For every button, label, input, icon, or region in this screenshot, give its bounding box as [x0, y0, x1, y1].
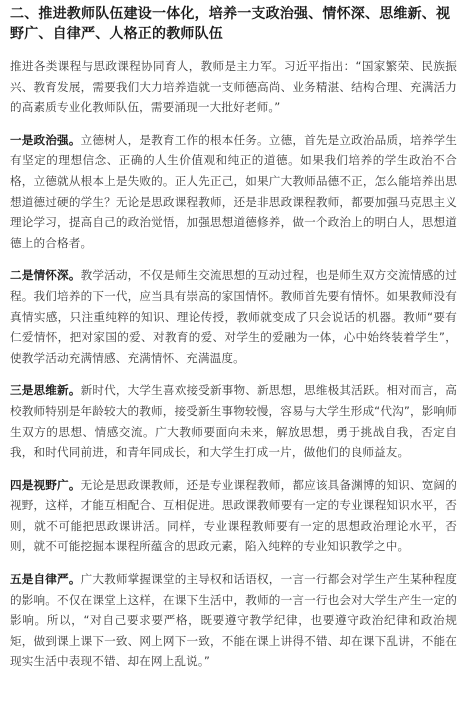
paragraph-lead: 五是自律严。 [10, 572, 81, 587]
spacer [10, 463, 457, 475]
paragraph-lead: 三是思维新。 [10, 383, 81, 398]
paragraph-vision [10, 475, 457, 557]
spacer [10, 557, 457, 569]
paragraph-discipline [10, 569, 457, 672]
paragraph-body: 教学活动，不仅是师生交流思想的互动过程，也是师生双方交流情感的过程。我们培养的下一代，应当具有崇高的家国情怀。教师首先要有情怀。如果教师没有真情实感，只注重纯粹的知识、理论传授，教师就变成了只会说话的机器。教师“要有仁爱情怀，把对家国的爱、对教育的爱、对学生的爱融为一体，心中始终装着学生”，使教学活动充满情感、充满情怀、充满温度。 [10, 268, 457, 365]
paragraph-body: 立德树人，是教育工作的根本任务。立德，首先是立政治品质，培养学生有坚定的理想信念、正确的人生价值观和纯正的道德。如果我们培养的学生政治不合格，立德就从根本上是失败的。正人先正己，如果广大教师品德不正，怎么能培养出思想道德过硬的学生？无论是思政课程教师，还是非思政课程教师，都要加强马克思主义理论学习，提高自己的政治觉悟，加强思想道德修养，做一个政治上的明白人，思想道德上的合格者。 [10, 132, 457, 250]
paragraph-lead: 二是情怀深。 [10, 268, 81, 283]
spacer [10, 118, 457, 130]
intro-paragraph: 推进各类课程与思政课程协同育人，教师是主力军。习近平指出：“国家繁荣、民族振兴、教育发展，需要我们大力培养造就一支师德高尚、业务精湛、结构合理、充满活力的高素质专业化教师队伍，需要涌现一大批好老师。” [10, 59, 457, 115]
spacer [10, 44, 457, 56]
paragraph-lead: 一是政治强。 [10, 132, 81, 147]
paragraph-body: 广大教师掌握课堂的主导权和话语权，一言一行都会对学生产生某种程度的影响。不仅在课堂上这样，在课下生活中，教师的一言一行也会对大学生产生一定的影响。所以，“对自己要求要严格，既要遵守教学纪律，也要遵守政治纪律和政治规矩，做到课上课下一致、网上网下一致，不能在课上讲得不错、却在课下乱讲，不能在现实生活中表现不错、却在网上乱说。” [10, 572, 457, 669]
paragraph-political [10, 130, 457, 254]
paragraph-thinking [10, 380, 457, 462]
paragraph-feelings [10, 265, 457, 368]
spacer [10, 368, 457, 380]
paragraph-body: 新时代，大学生喜欢接受新事物、新思想，思维极其活跃。相对而言，高校教师特别是年龄较大的教师，接受新生事物较慢，容易与大学生形成“代沟”，影响师生双方的思想、情感交流。广大教师要面向未来，解放思想，勇于挑战自我，否定自我，和时代同前进，和青年同成长，和大学生打成一片，做他们的良师益友。 [10, 383, 457, 460]
spacer [10, 253, 457, 265]
section-heading: 二、推进教师队伍建设一体化，培养一支政治强、情怀深、思维新、视野广、自律严、人格正的教师队伍 [10, 6, 451, 42]
paragraph-lead: 四是视野广。 [10, 477, 81, 492]
paragraph-body: 无论是思政课教师，还是专业课程教师，都应该具备渊博的知识、宽阔的视野，这样，才能互相配合、互相促进。思政课教师要有一定的专业课程知识水平，否则，就不可能把思政课讲活。同样，专业课程教师要有一定的思想政治理论水平，否则，就不可能挖掘本课程所蕴含的思政元素，陷入纯粹的专业知识教学之中。 [10, 477, 457, 554]
